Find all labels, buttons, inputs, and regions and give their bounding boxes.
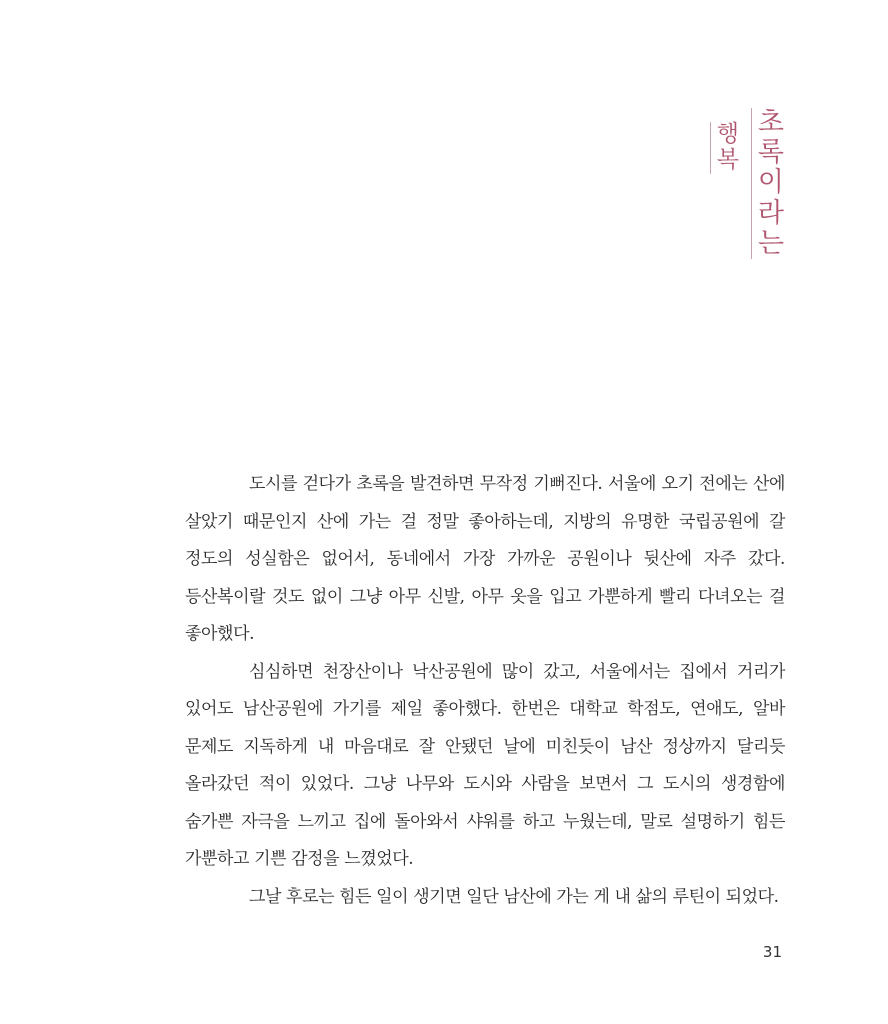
paragraph: 도시를 걷다가 초록을 발견하면 무작정 기뻐진다. 서울에 오기 전에는 산에 살았기 때문인지 산에 가는 걸 정말 좋아하는데, 지방의 유명한 국립공원에 갈 정도의 성실함은 없어서, 동네에서 가장 가까운 공원이나 뒷산에 자주 갔다. 등산복이랄 것도 없이 그냥 아무 신발, 아무 옷을 입고 가뿐하게 빨리 다녀오는 걸 좋아했다.: [185, 474, 785, 644]
title-main-char: 록: [757, 137, 784, 169]
title-main-char: 는: [757, 227, 784, 259]
title-main-char: 이: [757, 167, 784, 199]
title-main-char: 라: [757, 197, 784, 229]
chapter-title: [710, 108, 784, 259]
title-main-char: 초: [757, 107, 784, 138]
chapter-title-main: [751, 108, 784, 259]
page-number: 31: [762, 943, 782, 961]
chapter-title-sub: [710, 122, 739, 174]
paragraph: 심심하면 천장산이나 낙산공원에 많이 갔고, 서울에서는 집에서 거리가 있어도 남산공원에 가기를 제일 좋아했다. 한번은 대학교 학점도, 연애도, 알바 문제도 지독하게 내 마음대로 잘 안됐던 날에 미친듯이 남산 정상까지 달리듯 올라갔던 적이 있었다. 그냥 나무와 도시와 사람을 보면서 그 도시의 생경함에 숨가쁜 자극을 느끼고 집에 돌아와서 샤워를 하고 누웠는데, 말로 설명하기 힘든 가뿐하고 기쁜 감정을 느꼈었다.: [185, 661, 785, 869]
body-text: [185, 466, 785, 916]
title-sub-char: 행: [716, 121, 739, 147]
title-sub-char: 복: [716, 146, 739, 173]
paragraph: 그날 후로는 힘든 일이 생기면 일단 남산에 가는 게 내 삶의 루틴이 되었다.: [249, 886, 779, 907]
